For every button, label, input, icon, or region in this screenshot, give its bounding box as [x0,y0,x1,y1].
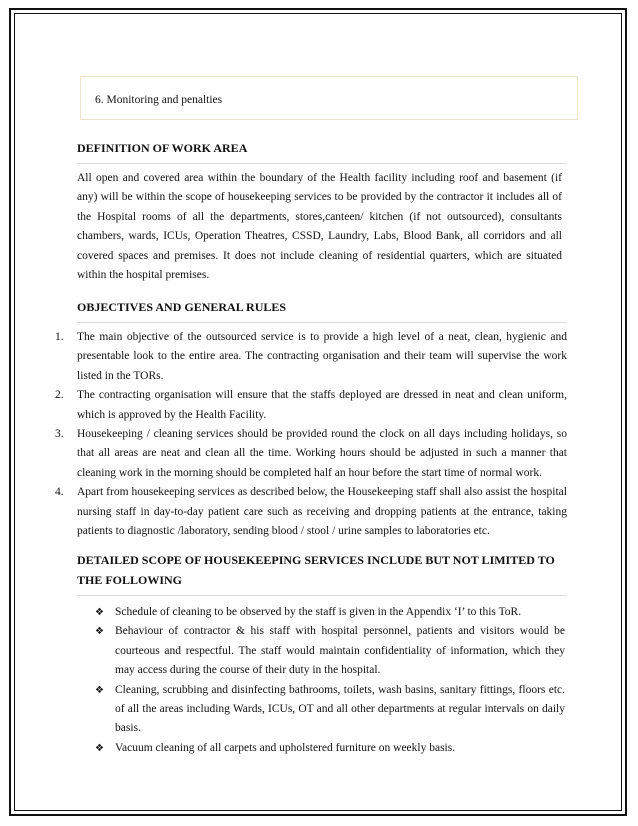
item-text: Vacuum cleaning of all carpets and upholstered furniture on weekly basis. [115,741,456,754]
objectives-list [55,328,567,541]
list-item [55,328,567,386]
list-item [55,483,567,541]
item-text: Behaviour of contractor & his staff with hospital personnel, patients and visitors would be courteous and respectful. The staff would maintain confidentiality of information, which they may access during the course of their duty in the hospital. [115,625,565,677]
diamond-bullet-icon: ❖ [95,742,104,754]
list-item [95,739,565,758]
list-item [95,603,565,622]
diamond-bullet-icon: ❖ [95,607,104,618]
item-number: 3. [55,428,64,441]
item-text: Housekeeping / cleaning services should be provided round the clock on all days including holidays, so that all areas are neat and clean all the time. Working hours should be adjusted in such a manner that cleaning work in the morning should be completed half an hour before the start time of normal work. [77,428,567,479]
list-item [95,622,565,680]
toc-box [80,76,578,120]
item-text: The main objective of the outsourced service is to provide a high level of a neat, clean, hygienic and presentable look to the entire area. The contracting organisation and their team will supervise the work listed in the TORs. [77,331,567,382]
item-number: 2. [55,389,64,402]
item-text: Cleaning, scrubbing and disinfecting bathrooms, toilets, wash basins, sanitary fittings, floors etc. of all the areas including Wards, ICUs, OT and all other departments at regular intervals on daily basis. [115,683,565,735]
item-text: The contracting organisation will ensure that the staffs deployed are dressed in neat and clean uniform, which is approved by the Health Facility. [77,389,567,421]
list-item [95,681,565,739]
scope-list [95,603,565,758]
list-item [55,425,567,483]
item-number: 1. [55,331,64,343]
section-heading-work-area: DEFINITION OF WORK AREA [77,138,567,164]
item-text: Apart from housekeeping services as described below, the Housekeeping staff shall also assist the hospital nursing staff in day-to-day patient care such as receiving and dropping patients at the entrance, taking patients to diagnostic /laboratory, sending blood / stool / urine samples to laboratories etc. [77,486,567,538]
diamond-bullet-icon: ❖ [95,684,104,696]
list-item [55,386,567,425]
item-number: 4. [55,486,64,499]
toc-item: 6. Monitoring and penalties [95,94,223,106]
item-text: Schedule of cleaning to be observed by the staff is given in the Appendix ‘I’ to this ToR. [115,606,522,618]
section-heading-scope: DETAILED SCOPE OF HOUSEKEEPING SERVICES INCLUDE BUT NOT LIMITED TO THE FOLLOWING [77,550,567,596]
work-area-paragraph: All open and covered area within the boundary of the Health facility including roof and basement (if any) will be within the scope of housekeeping services to be provided by the contractor it includes all of the Hospital rooms of all the departments, stores,canteen/ kitchen (if not outsourced), consultants chambers, wards, ICUs, Operation Theatres, CSSD, Laundry, Labs, Blood Bank, all corridors and all covered spaces and premises. It does not include cleaning of residential quarters, which are situated within the hospital premises. [77,172,562,282]
section-heading-objectives: OBJECTIVES AND GENERAL RULES [77,297,567,323]
diamond-bullet-icon: ❖ [95,626,104,638]
